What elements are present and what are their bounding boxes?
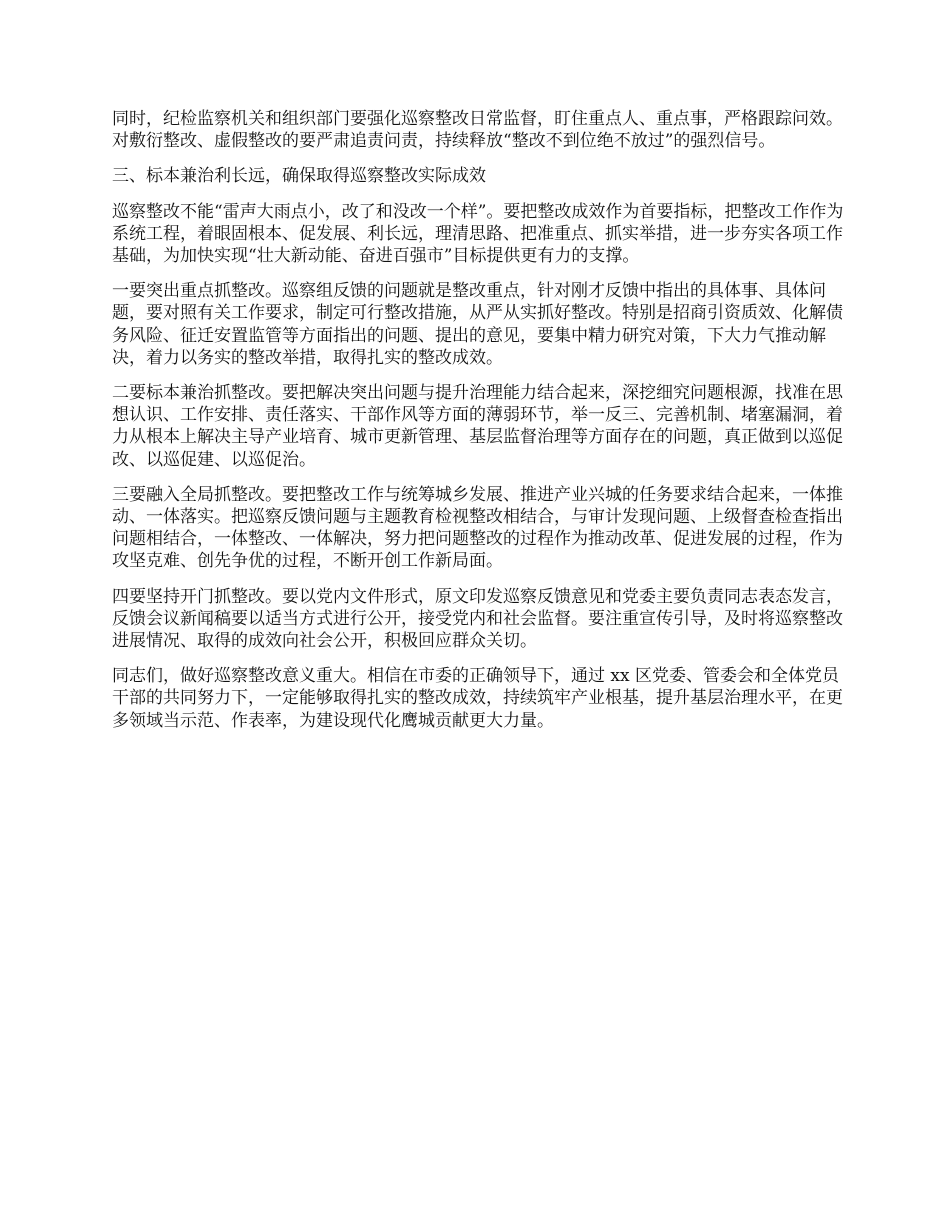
paragraph-rectification-effect: 巡察整改不能“雷声大雨点小，改了和没改一个样”。要把整改成效作为首要指标，把整改工作作为系统工程，着眼固根本、促发展、利长远，理清思路、把准重点、抓实举措，进一步夯实各项工作基础，为加快实现“壮大新动能、奋进百强市”目标提供更有力的支撑。 xyxy=(112,201,844,267)
paragraph-overall-integration: 三要融入全局抓整改。要把整改工作与统筹城乡发展、推进产业兴城的任务要求结合起来，一体推动、一体落实。把巡察反馈问题与主题教育检视整改相结合，与审计发现问题、上级督查检查指出问题相结合，一体整改、一体解决，努力把问题整改的过程作为推动改革、促进发展的过程，作为攻坚克难、创先争优的过程，不断开创工作新局面。 xyxy=(112,484,843,572)
paragraph-key-points: 一要突出重点抓整改。巡察组反馈的问题就是整改重点，针对刚才反馈中指出的具体事、具体问题，要对照有关工作要求，制定可行整改措施，从严从实抓好整改。特别是招商引资质效、化解债务风险、征迁安置监管等方面指出的问题、提出的意见，要集中精力研究对策，下大力气推动解决，着力以务实的整改举措，取得扎实的整改成效。 xyxy=(112,281,843,368)
paragraph-supervision: 同时，纪检监察机关和组织部门要强化巡察整改日常监督，盯住重点人、重点事，严格跟踪问效。对敷衍整改、虚假整改的要严肃追责问责，持续释放“整改不到位绝不放过”的强烈信号。 xyxy=(112,109,843,152)
paragraph-closing: 同志们，做好巡察整改意义重大。相信在市委的正确领导下，通过 xx 区党委、管委会和全体党员干部的共同努力下，一定能够取得扎实的整改成效，持续筑牢产业根基，提升基层治理水平，在更多领域当示范、作表率，为建设现代化鹰城贡献更大力量。 xyxy=(112,666,843,731)
paragraph-open-rectification: 四要坚持开门抓整改。要以党内文件形式，原文印发巡察反馈意见和党委主要负责同志表态发言，反馈会议新闻稿要以适当方式进行公开，接受党内和社会监督。要注重宣传引导，及时将巡察整改进展情况、取得的成效向社会公开，积极回应群众关切。 xyxy=(112,586,843,652)
document-page xyxy=(112,108,844,745)
paragraph-root-causes: 二要标本兼治抓整改。要把解决突出问题与提升治理能力结合起来，深挖细究问题根源，找准在思想认识、工作安排、责任落实、干部作风等方面的薄弱环节，举一反三、完善机制、堵塞漏洞，着力从根本上解决主导产业培育、城市更新管理、基层监督治理等方面存在的问题，真正做到以巡促改、以巡促建、以巡促治。 xyxy=(112,383,843,470)
section-heading-three: 三、标本兼治利长远，确保取得巡察整改实际成效 xyxy=(112,166,486,187)
